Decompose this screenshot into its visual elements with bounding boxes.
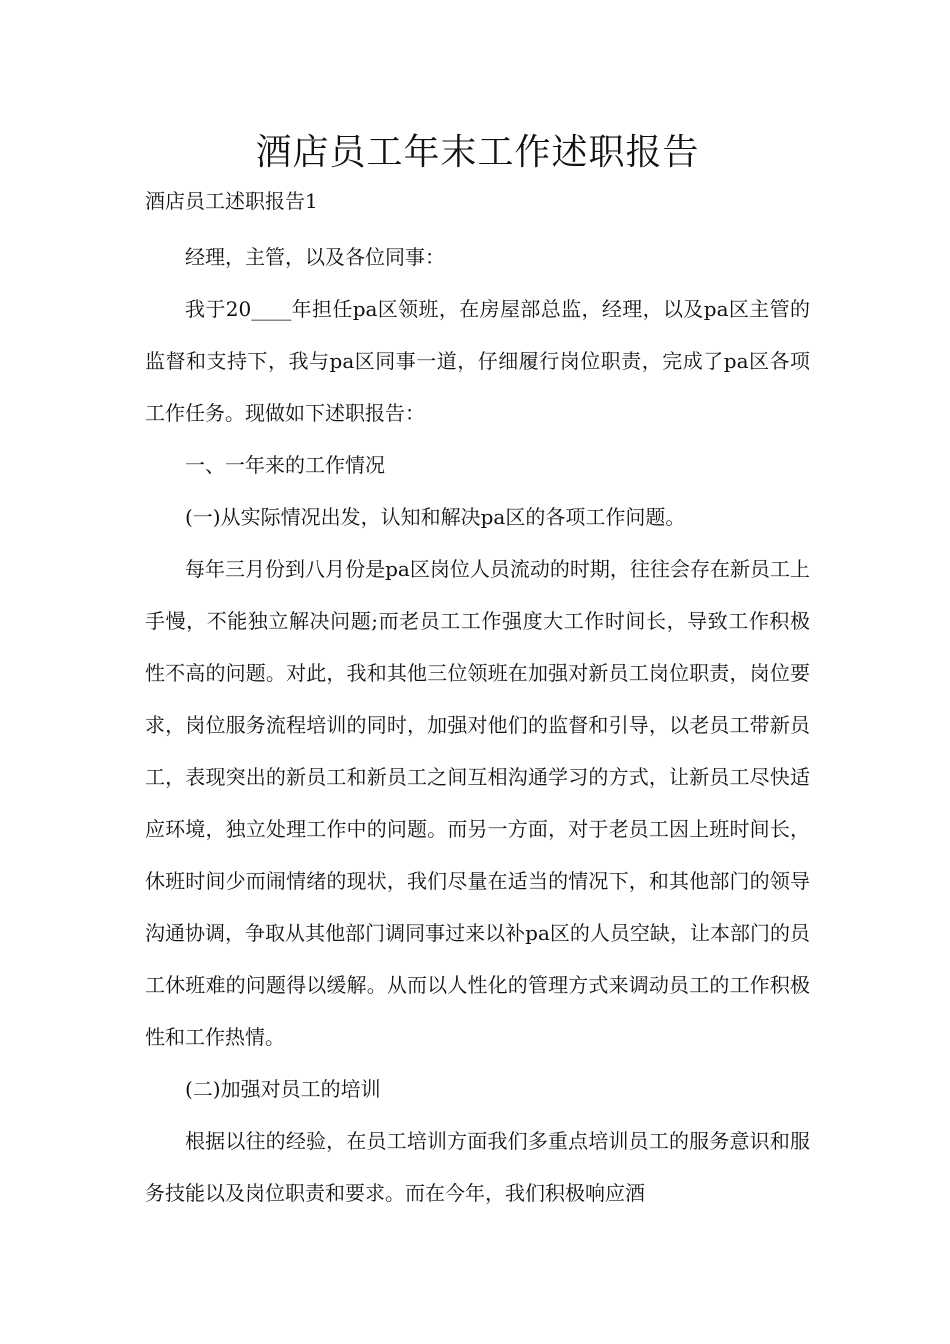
document-title: 酒店员工年末工作述职报告 — [255, 132, 700, 173]
section-heading: 一、一年来的工作情况 — [185, 453, 385, 477]
body-paragraph: 根据以往的经验，在员工培训方面我们多重点培训员工的服务意识和服务技能以及岗位职责和要求。而在今年，我们积极响应酒 — [145, 1129, 810, 1205]
subsection-heading: (二)加强对员工的培训 — [185, 1077, 381, 1101]
document-body — [145, 231, 810, 1219]
subsection-heading: (一)从实际情况出发，认知和解决pa区的各项工作问题。 — [185, 505, 686, 529]
document-subtitle: 酒店员工述职报告1 — [145, 189, 318, 213]
intro-paragraph: 我于20____年担任pa区领班，在房屋部总监，经理，以及pa区主管的监督和支持下，我与pa区同事一道，仔细履行岗位职责，完成了pa区各项工作任务。现做如下述职报告： — [145, 297, 810, 425]
body-paragraph: 每年三月份到八月份是pa区岗位人员流动的时期，往往会存在新员工上手慢，不能独立解决问题;而老员工工作强度大工作时间长，导致工作积极性不高的问题。对此，我和其他三位领班在加强对新员工岗位职责，岗位要求，岗位服务流程培训的同时，加强对他们的监督和引导，以老员工带新员工，表现突出的新员工和新员工之间互相沟通学习的方式，让新员工尽快适应环境，独立处理工作中的问题。而另一方面，对于老员工因上班时间长，休班时间少而闹情绪的现状，我们尽量在适当的情况下，和其他部门的领导沟通协调，争取从其他部门调同事过来以补pa区的人员空缺，让本部门的员工休班难的问题得以缓解。从而以人性化的管理方式来调动员工的工作积极性和工作热情。 — [145, 557, 810, 1049]
salutation-paragraph: 经理，主管，以及各位同事： — [185, 245, 445, 269]
